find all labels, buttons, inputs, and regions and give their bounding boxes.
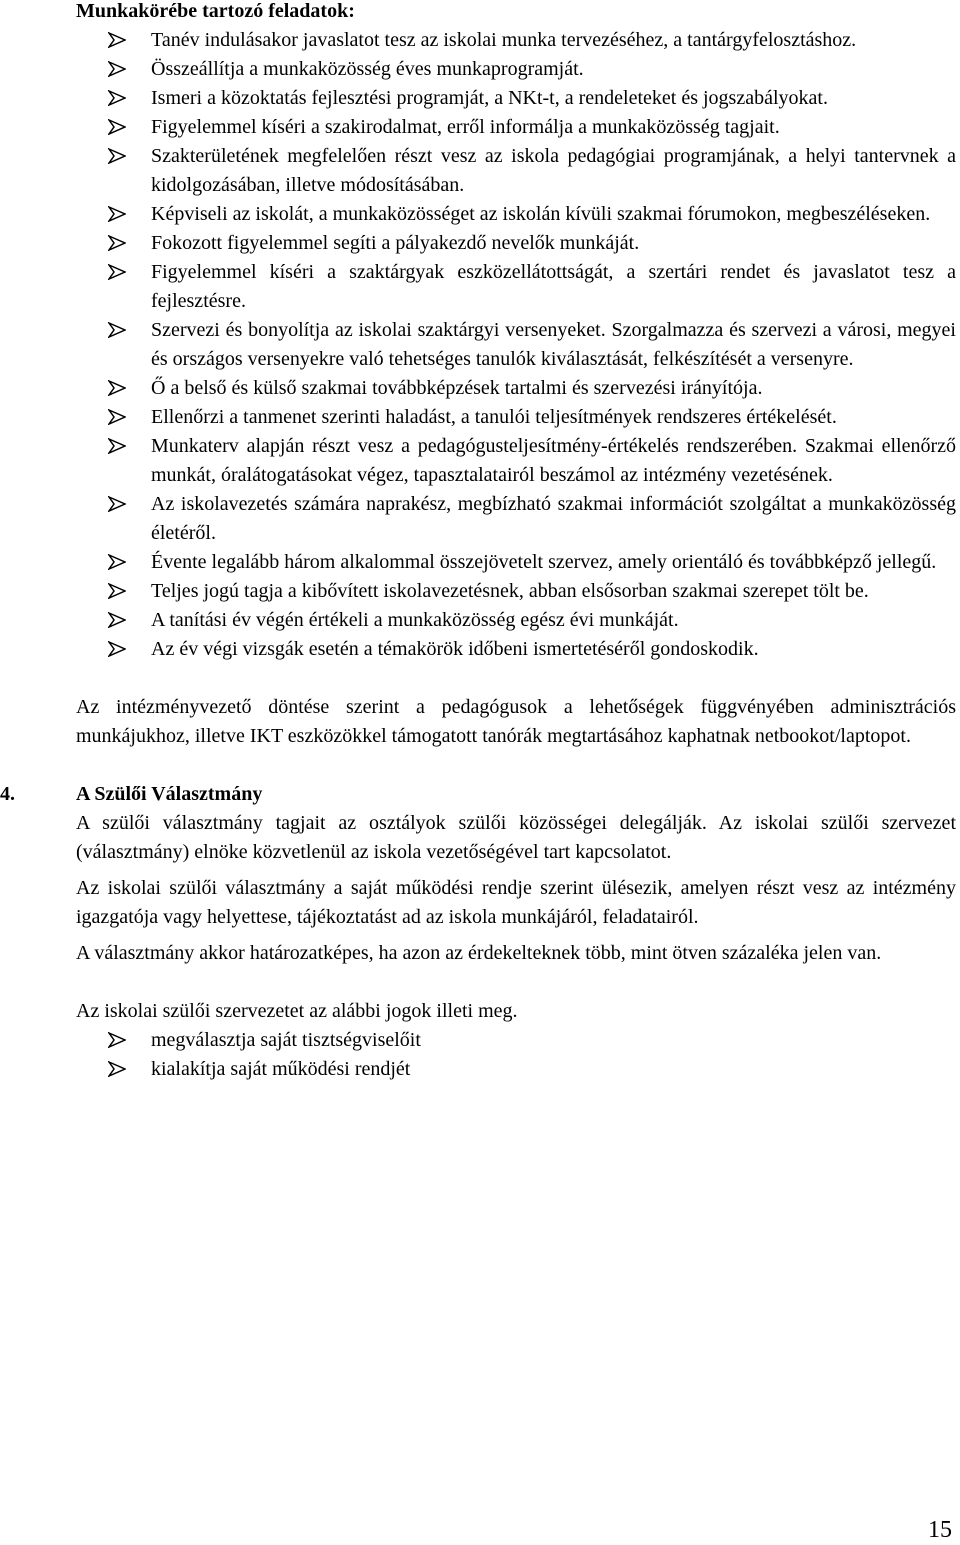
list-item [151,84,956,113]
list-item [151,113,956,142]
section-heading [0,780,956,809]
section-number: 4. [0,783,15,805]
list-item [151,635,956,664]
arrow-bullet-icon [108,32,126,48]
list-item-text: Figyelemmel kíséri a szakirodalmat, erről informálja a munkaközösség tagjait. [151,116,780,138]
list-item-text: Az év végi vizsgák esetén a témakörök időbeni ismertetéséről gondoskodik. [151,638,759,660]
rights-intro: Az iskolai szülői szervezetet az alábbi jogok illeti meg. [76,1000,518,1022]
list-item-text: Ő a belső és külső szakmai továbbképzések tartalmi és szervezési irányítója. [151,377,763,399]
list-item [151,26,956,55]
list-item [151,229,956,258]
list-item-text: Ismeri a közoktatás fejlesztési programját, a NKt-t, a rendeleteket és jogszabályokat. [151,87,828,109]
section-paragraph: Az iskolai szülői választmány a saját működési rendje szerint ülésezik, amelyen részt vesz az intézmény igazgatója vagy helyettese, tájékoztatást ad az iskola munkájáról, feladatairól. [76,877,956,928]
list-item-text: Képviseli az iskolát, a munkaközösséget az iskolán kívüli szakmai fórumokon, megbeszéléseken. [151,203,931,225]
list-item-text: Teljes jogú tagja a kibővített iskolavezetésnek, abban elsősorban szakmai szerepet tölt be. [151,580,869,602]
rights-list [76,1026,956,1084]
list-item [151,55,956,84]
list-item-text: Évente legalább három alkalommal összejövetelt szervez, amely orientáló és továbbképző jellegű. [151,551,937,573]
list-item-text: kialakítja saját működési rendjét [151,1058,411,1080]
list-item [151,403,956,432]
list-item-text: Ellenőrzi a tanmenet szerinti haladást, a tanulói teljesítmények rendszeres értékelését. [151,406,837,428]
page-number: 15 [928,1517,952,1543]
arrow-bullet-icon [108,264,126,280]
list-item-text: Fokozott figyelemmel segíti a pályakezdő nevelők munkáját. [151,232,640,254]
arrow-bullet-icon [108,235,126,251]
list-item-text: megválasztja saját tisztségviselőit [151,1029,421,1051]
arrow-bullet-icon [108,409,126,425]
arrow-bullet-icon [108,612,126,628]
list-item-text: Összeállítja a munkaközösség éves munkaprogramját. [151,58,584,80]
section-paragraph: A szülői választmány tagjait az osztályok szülői közösségei delegálják. Az iskolai szülői szervezet (választmány) elnöke közvetlenül az iskola vezetőségével tart kapcsolatot. [76,812,956,863]
arrow-bullet-icon [108,1032,126,1048]
duties-list [76,26,956,664]
arrow-bullet-icon [108,90,126,106]
arrow-bullet-icon [108,119,126,135]
list-item [151,577,956,606]
list-item-text: A tanítási év végén értékeli a munkaközösség egész évi munkáját. [151,609,679,631]
list-item [151,606,956,635]
arrow-bullet-icon [108,322,126,338]
list-item-text: Szakterületének megfelelően részt vesz az iskola pedagógiai programjának, a helyi tantervnek a kidolgozásában, illetve módosításában. [151,145,956,196]
arrow-bullet-icon [108,380,126,396]
arrow-bullet-icon [108,61,126,77]
list-item [151,142,956,200]
list-item [151,490,956,548]
arrow-bullet-icon [108,206,126,222]
list-item-text: Tanév indulásakor javaslatot tesz az iskolai munka tervezéséhez, a tantárgyfelosztáshoz. [151,29,857,51]
list-item [151,1055,956,1084]
arrow-bullet-icon [108,438,126,454]
list-item-text: Az iskolavezetés számára naprakész, megbízható szakmai információt szolgáltat a munkaközösség életéről. [151,493,956,544]
list-item-text: Munkaterv alapján részt vesz a pedagógusteljesítmény-értékelés rendszerében. Szakmai ellenőrző munkát, óralátogatásokat végez, tapasztalatairól beszámol az intézmény vezetésének. [151,435,956,486]
arrow-bullet-icon [108,148,126,164]
section-paragraph: A választmány akkor határozatképes, ha azon az érdekelteknek több, mint ötven százaléka jelen van. [76,942,882,964]
arrow-bullet-icon [108,496,126,512]
list-item [151,258,956,316]
arrow-bullet-icon [108,1061,126,1077]
arrow-bullet-icon [108,583,126,599]
list-item [151,200,956,229]
laptop-paragraph: Az intézményvezető döntése szerint a pedagógusok a lehetőségek függvényében adminisztrációs munkájukhoz, illetve IKT eszközökkel támogatott tanórák megtartásához kaphatnak netbookot/laptopot. [76,696,956,747]
list-item-text: Figyelemmel kíséri a szaktárgyak eszközellátottságát, a szertári rendet és javaslatot tesz a fejlesztésre. [151,261,956,312]
list-item [151,316,956,374]
duties-heading: Munkakörébe tartozó feladatok: [76,0,355,22]
arrow-bullet-icon [108,554,126,570]
list-item [151,1026,956,1055]
list-item-text: Szervezi és bonyolítja az iskolai szaktárgyi versenyeket. Szorgalmazza és szervezi a városi, megyei és országos versenyekre való tehetséges tanulók kiválasztását, felkészítését a versenyre. [151,319,956,370]
list-item [151,374,956,403]
list-item [151,432,956,490]
arrow-bullet-icon [108,641,126,657]
section-title: A Szülői Választmány [76,783,263,805]
list-item [151,548,956,577]
